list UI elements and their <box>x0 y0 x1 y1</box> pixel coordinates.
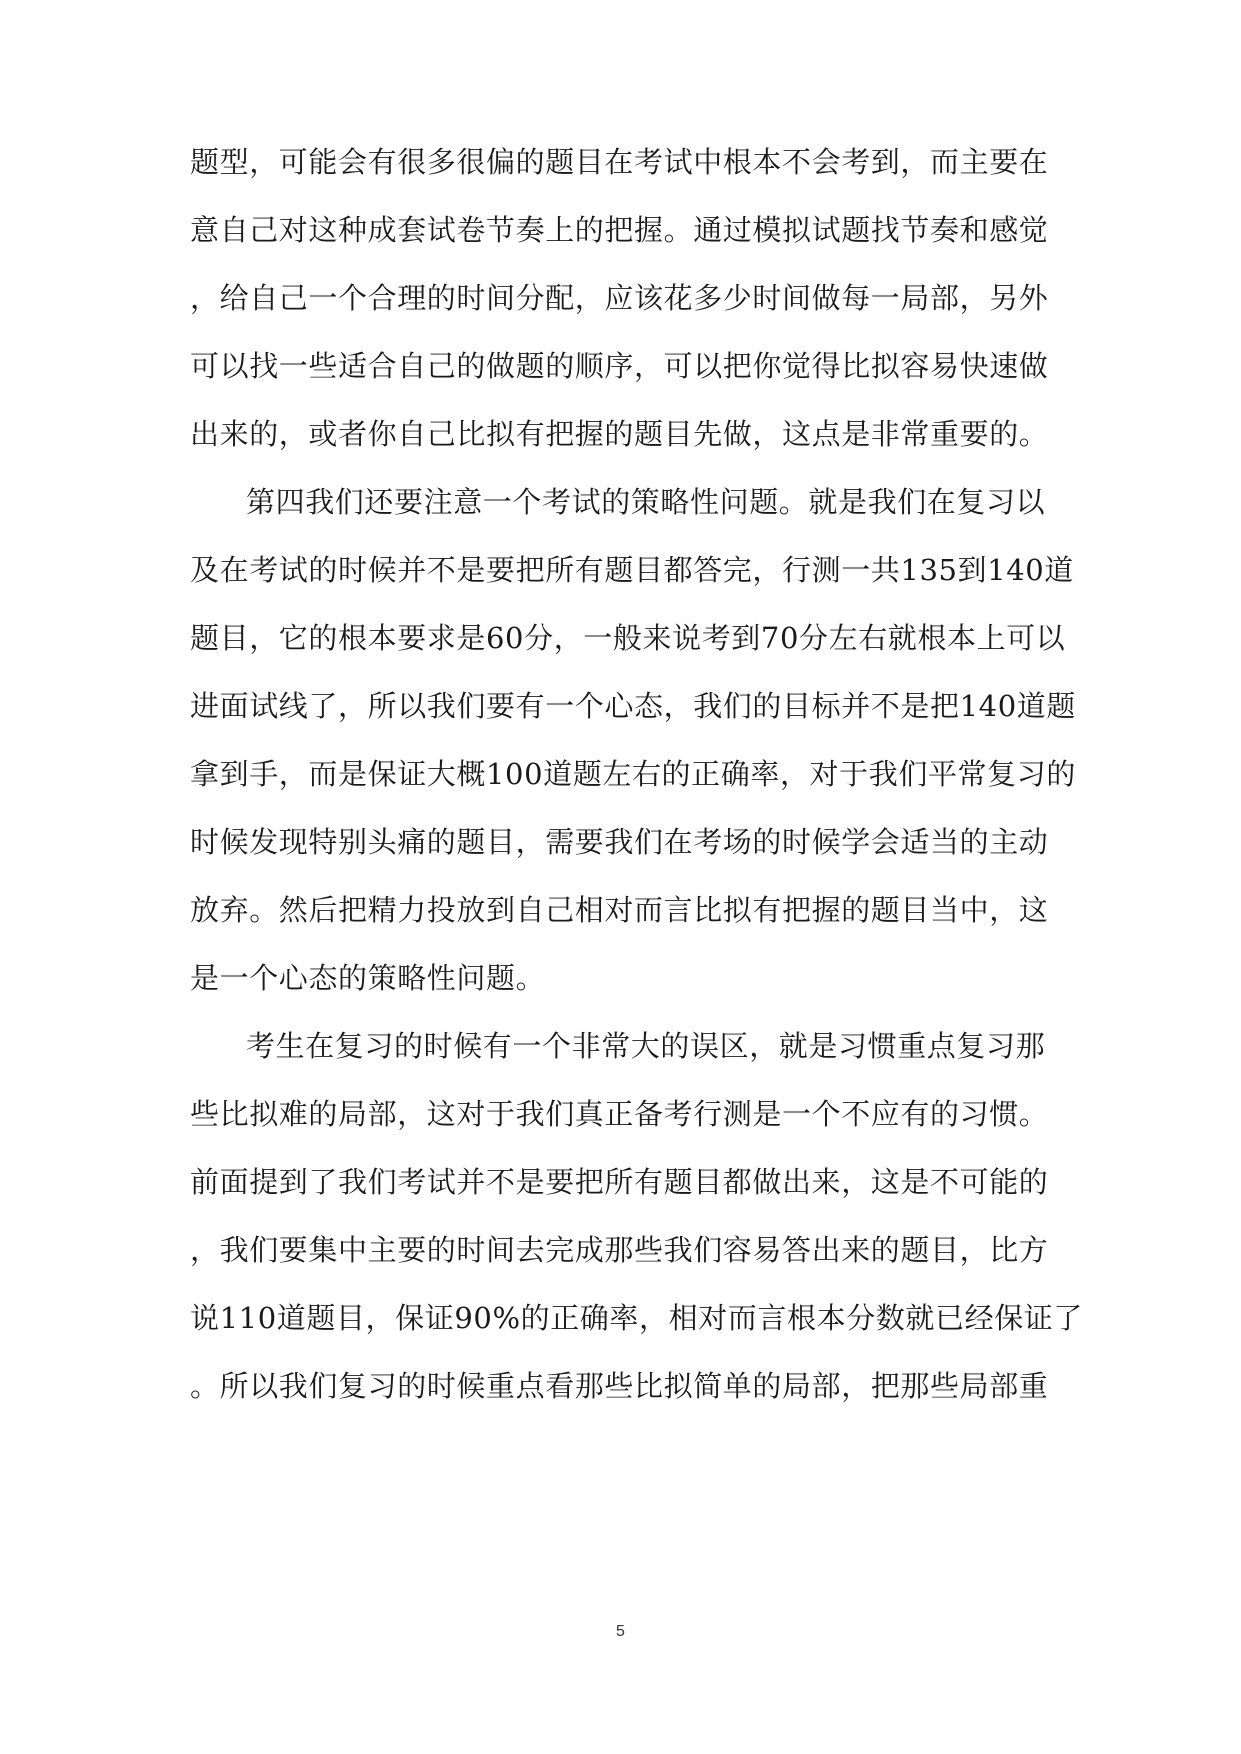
page-number: 5 <box>616 1623 625 1640</box>
text-line: 说110道题目，保证90%的正确率，相对而言根本分数就已经保证了 <box>190 1301 1084 1335</box>
text-line: 意自己对这种成套试卷节奏上的把握。通过模拟试题找节奏和感觉 <box>190 213 1049 247</box>
text-line: 出来的，或者你自己比拟有把握的题目先做，这点是非常重要的。 <box>190 417 1049 451</box>
text-line: 进面试线了，所以我们要有一个心态，我们的目标并不是把140道题 <box>190 689 1076 723</box>
paragraph-first-line: 第四我们还要注意一个考试的策略性问题。就是我们在复习以 <box>246 485 1046 519</box>
text-line: 及在考试的时候并不是要把所有题目都答完，行测一共135到140道 <box>190 553 1074 587</box>
text-line: 些比拟难的局部，这对于我们真正备考行测是一个不应有的习惯。 <box>190 1097 1049 1131</box>
text-line: 是一个心态的策略性问题。 <box>190 961 546 995</box>
text-line: ，给自己一个合理的时间分配，应该花多少时间做每一局部，另外 <box>190 281 1049 315</box>
text-line: 题型，可能会有很多很偏的题目在考试中根本不会考到，而主要在 <box>190 145 1049 179</box>
text-line: ，我们要集中主要的时间去完成那些我们容易答出来的题目，比方 <box>190 1233 1049 1267</box>
paragraph-first-line: 考生在复习的时候有一个非常大的误区，就是习惯重点复习那 <box>246 1029 1046 1063</box>
text-line: 拿到手，而是保证大概100道题左右的正确率，对于我们平常复习的 <box>190 757 1076 791</box>
text-line: 时候发现特别头痛的题目，需要我们在考场的时候学会适当的主动 <box>190 825 1049 859</box>
text-line: 前面提到了我们考试并不是要把所有题目都做出来，这是不可能的 <box>190 1165 1049 1199</box>
text-line: 放弃。然后把精力投放到自己相对而言比拟有把握的题目当中，这 <box>190 893 1049 927</box>
text-line: 。所以我们复习的时候重点看那些比拟简单的局部，把那些局部重 <box>190 1369 1049 1403</box>
text-line: 可以找一些适合自己的做题的顺序，可以把你觉得比拟容易快速做 <box>190 349 1049 383</box>
text-line: 题目，它的根本要求是60分，一般来说考到70分左右就根本上可以 <box>190 621 1066 655</box>
